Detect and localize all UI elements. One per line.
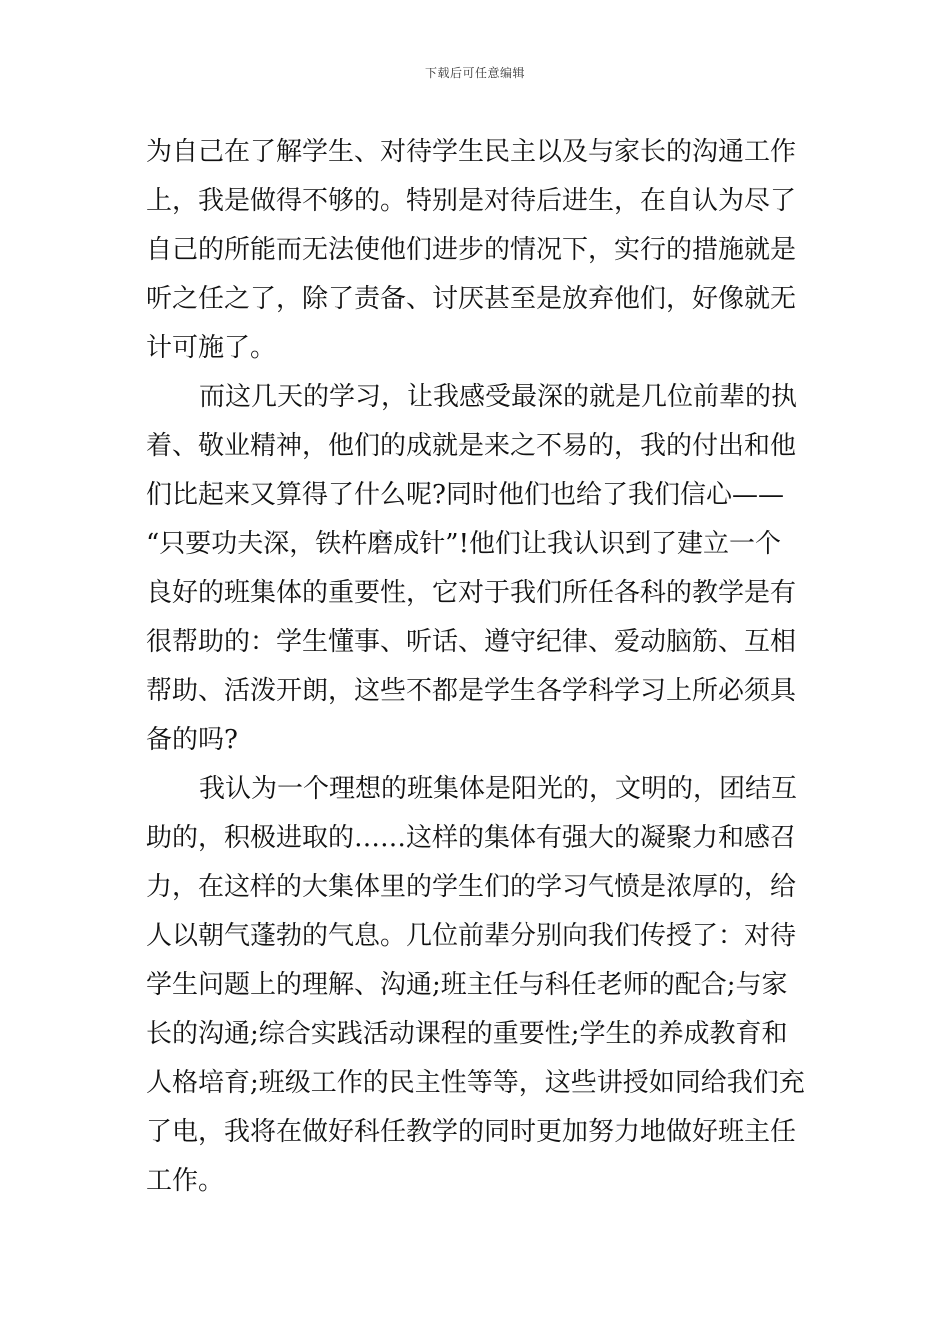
- text-line: 着、敬业精神，他们的成就是来之不易的，我的付出和他: [146, 431, 797, 461]
- text-line: 人以朝气蓬勃的气息。几位前辈分别向我们传授了：对待: [146, 921, 797, 951]
- page-header: 下载后可任意编辑: [424, 66, 525, 80]
- text-line: 助的，积极进取的……这样的集体有强大的凝聚力和感召: [146, 823, 797, 853]
- document-body: [146, 128, 806, 1206]
- text-line: 备的吗?: [146, 725, 238, 755]
- paragraph-2: [146, 373, 806, 765]
- text-line: 学生问题上的理解、沟通;班主任与科任老师的配合;与家: [146, 970, 788, 1000]
- text-line: 了电，我将在做好科任教学的同时更加努力地做好班主任: [146, 1117, 797, 1147]
- text-line: 力，在这样的大集体里的学生们的学习气愤是浓厚的，给: [146, 872, 797, 902]
- text-line: 良好的班集体的重要性，它对于我们所任各科的教学是有: [146, 578, 797, 608]
- text-line: 而这几天的学习，让我感受最深的就是几位前辈的执: [199, 382, 798, 412]
- text-line: 为自己在了解学生、对待学生民主以及与家长的沟通工作: [146, 137, 797, 167]
- paragraph-1: [146, 128, 806, 373]
- text-line: 工作。: [146, 1166, 225, 1196]
- paragraph-3: [146, 765, 806, 1206]
- text-line: 自己的所能而无法使他们进步的情况下，实行的措施就是: [146, 235, 797, 265]
- text-line: 很帮助的：学生懂事、听话、遵守纪律、爱动脑筋、互相: [146, 627, 797, 657]
- text-line: “只要功夫深，铁杵磨成针”!他们让我认识到了建立一个: [146, 529, 782, 559]
- text-line: 听之任之了，除了责备、讨厌甚至是放弃他们，好像就无: [146, 284, 797, 314]
- text-line: 计可施了。: [146, 333, 277, 363]
- text-line: 我认为一个理想的班集体是阳光的，文明的，团结互: [199, 774, 798, 804]
- text-line: 上，我是做得不够的。特别是对待后进生，在自认为尽了: [146, 186, 797, 216]
- text-line: 长的沟通;综合实践活动课程的重要性;学生的养成教育和: [146, 1019, 788, 1049]
- text-line: 帮助、活泼开朗，这些不都是学生各学科学习上所必须具: [146, 676, 797, 706]
- text-line: 们比起来又算得了什么呢?同时他们也给了我们信心——: [146, 480, 784, 510]
- text-line: 人格培育;班级工作的民主性等等，这些讲授如同给我们充: [146, 1068, 805, 1098]
